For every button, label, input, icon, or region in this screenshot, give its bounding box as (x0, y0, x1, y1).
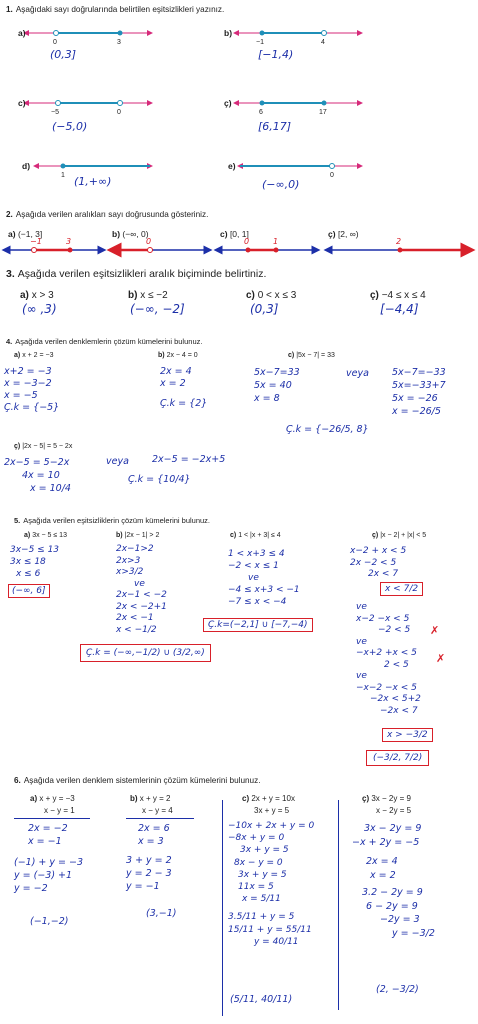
q3c-answer: (0,3] (250, 302, 279, 316)
q1ç-label: ç) (224, 98, 232, 108)
q6a-eq2: x − y = 1 (44, 806, 75, 815)
divider (338, 800, 339, 1010)
q4ç-work: 2x−5 = 5−2x 4x = 10 x = 10/4 (4, 457, 71, 494)
tick: −1 (256, 39, 264, 46)
tick: 1 (61, 172, 65, 179)
q5ç-result: (−3/2, 7/2) (366, 750, 429, 766)
q3b-label: b) x ≤ −2 (128, 290, 168, 301)
q5b-result: Ç.k = (−∞,−1/2) ∪ (3/2,∞) (80, 644, 211, 662)
q2-number-lines (0, 238, 478, 262)
open-dot (54, 31, 59, 36)
q4a-work: x+2 = −3 x = −3−2 x = −5 Ç.k = {−5} (4, 366, 60, 413)
tick: 6 (259, 109, 263, 116)
q1e-label: e) (228, 161, 236, 171)
q5c-result: Ç.k=(−2,1] ∪ [−7,−4) (203, 618, 313, 632)
q1d-label: d) (22, 161, 31, 171)
q6ç-eq1: ç) 3x − 2y = 9 (362, 794, 411, 803)
q1b-label: b) (224, 28, 233, 38)
tick: 4 (321, 39, 325, 46)
q4ç-result: Ç.k = {10/4} (128, 474, 191, 485)
q2b-label: b) (−∞, 0) (112, 229, 149, 239)
q5a-result: (−∞, 6] (8, 584, 50, 598)
q5ç-box2: x > −3/2 (382, 728, 433, 742)
q2c-label: c) [0, 1] (220, 229, 249, 239)
q3ç-answer: [−4,4] (380, 302, 419, 316)
q6b-result: (3,−1) (146, 908, 177, 919)
q5a-work: 3x−5 ≤ 13 3x ≤ 18 x ≤ 6 (10, 545, 60, 579)
q5b-label: b) |2x − 1| > 2 (116, 532, 160, 539)
q1c-answer: (−5,0) (52, 120, 88, 133)
tick: −5 (51, 109, 59, 116)
mark: 3 (66, 237, 72, 246)
q6c-work: −10x + 2x + y = 0 −8x + y = 0 3x + y = 5 8x − y = 0 3x + y = 5 11x = 5 x = 5/11 3.5/11 + y = 5 15/11 + y = 55/11 y = 40/11 (228, 821, 315, 947)
q4a-label: a) x + 2 = −3 (14, 352, 54, 359)
tick: 3 (117, 39, 121, 46)
cross-icon: ✗ (436, 652, 446, 665)
q4-heading: 4. Aşağıda verilen denklemlerin çözüm kümelerini bulunuz. (6, 337, 203, 346)
q1a-answer: (0,3] (50, 48, 77, 61)
q4c-result: Ç.k = {−26/5, 8} (286, 424, 369, 435)
q2-heading: 2. Aşağıda verilen aralıkları sayı doğrusunda gösteriniz. (6, 210, 209, 219)
tick: 0 (117, 109, 121, 116)
q6b-work: 2x = 6 x = 3 3 + y = 2 y = 2 − 3 y = −1 (126, 823, 172, 892)
q5ç-work2: ve x−2 −x < 5 −2 < 5 ve −x+2 +x < 5 2 < 5 ve −x−2 −x < 5 −2x < 5+2 −2x < 7 (356, 602, 421, 716)
closed-dot (118, 31, 123, 36)
tick: 0 (53, 39, 57, 46)
tick: 0 (330, 172, 334, 179)
q3b-answer: (−∞, −2] (130, 302, 185, 316)
q2a-label: a) (−1, 3] (8, 229, 43, 239)
q4c-work: 5x−7=33 5x = 40 x = 8 (254, 367, 300, 404)
q5c-label: c) 1 < |x + 3| ≤ 4 (230, 532, 281, 539)
tick: 17 (319, 109, 327, 116)
q1d-answer: (1,+∞) (74, 175, 112, 188)
mark: 0 (244, 237, 250, 246)
q6c-result: (5/11, 40/11) (230, 994, 293, 1005)
q4c-label: c) |5x − 7| = 33 (288, 352, 335, 359)
q3ç-label: ç) −4 ≤ x ≤ 4 (370, 290, 426, 301)
q1e-answer: (−∞,0) (262, 178, 300, 191)
q6a-work: 2x = −2 x = −1 (−1) + y = −3 y = (−3) +1 y = −2 (14, 823, 84, 894)
mark: 0 (146, 237, 152, 246)
mark: 1 (273, 237, 279, 246)
q6-heading: 6. Aşağıda verilen denklem sistemlerinin çözüm kümelerini bulunuz. (14, 776, 261, 785)
q5-heading: 5. Aşağıda verilen eşitsizliklerin çözüm kümelerini bulunuz. (14, 516, 211, 525)
q3a-label: a) x > 3 (20, 290, 54, 301)
divider (126, 818, 194, 819)
q4c-work2: 5x−7=−33 5x=−33+7 5x = −26 x = −26/5 (392, 367, 446, 417)
q5ç-box1: x < 7/2 (380, 582, 423, 596)
q4b-label: b) 2x − 4 = 0 (158, 352, 198, 359)
q6b-eq2: x − y = 4 (142, 806, 173, 815)
q4ç-label: ç) |2x − 5| = 5 − 2x (14, 443, 73, 450)
q5a-label: a) 3x − 5 ≤ 13 (24, 532, 67, 539)
q4ç-work2: 2x−5 = −2x+5 (152, 454, 226, 465)
cross-icon: ✗ (430, 624, 440, 637)
q6ç-result: (2, −3/2) (376, 984, 419, 995)
q6a-result: (−1,−2) (30, 916, 69, 927)
q3a-answer: (∞ ,3) (22, 302, 57, 316)
q6c-eq2: 3x + y = 5 (254, 806, 290, 815)
q3-heading: 3. Aşağıda verilen eşitsizlikleri aralık biçiminde belirtiniz. (6, 268, 267, 280)
q5c-work: 1 < x+3 ≤ 4 −2 < x ≤ 1 ve −4 ≤ x+3 < −1 −7 ≤ x < −4 (228, 549, 300, 607)
q4b-work: 2x = 4 x = 2 Ç.k = {2} (160, 366, 208, 409)
q1-number-lines (0, 0, 478, 200)
divider (14, 818, 90, 819)
q6b-eq1: b) x + y = 2 (130, 794, 171, 803)
q5b-work: 2x−1>2 2x>3 x>3/2 ve 2x−1 < −2 2x < −2+1 2x < −1 x < −1/2 (116, 544, 167, 635)
q5ç-label: ç) |x − 2| + |x| < 5 (372, 532, 427, 539)
q2ç-label: ç) [2, ∞) (328, 229, 359, 239)
q1ç-answer: [6,17] (258, 120, 292, 133)
q4c-or: veya (346, 368, 369, 379)
q4ç-or: veya (106, 456, 129, 467)
mark: −1 (30, 237, 42, 246)
q1c-label: c) (18, 98, 26, 108)
q6c-eq1: c) 2x + y = 10x (242, 794, 295, 803)
q3c-label: c) 0 < x ≤ 3 (246, 290, 297, 301)
q6ç-eq2: x − 2y = 5 (376, 806, 412, 815)
divider (222, 800, 223, 1016)
q1b-answer: [−1,4) (258, 48, 294, 61)
q5ç-work: x−2 + x < 5 2x −2 < 5 2x < 7 (350, 546, 407, 579)
q6ç-work: 3x − 2y = 9 −x + 2y = −5 2x = 4 x = 2 3.2 − 2y = 9 6 − 2y = 9 −2y = 3 y = −3/2 (352, 823, 435, 939)
q1-heading: 1. Aşağıdaki sayı doğrularında belirtilen eşitsizlikleri yazınız. (6, 5, 225, 14)
q6a-eq1: a) x + y = −3 (30, 794, 75, 803)
q1a-label: a) (18, 28, 26, 38)
mark: 2 (396, 237, 402, 246)
